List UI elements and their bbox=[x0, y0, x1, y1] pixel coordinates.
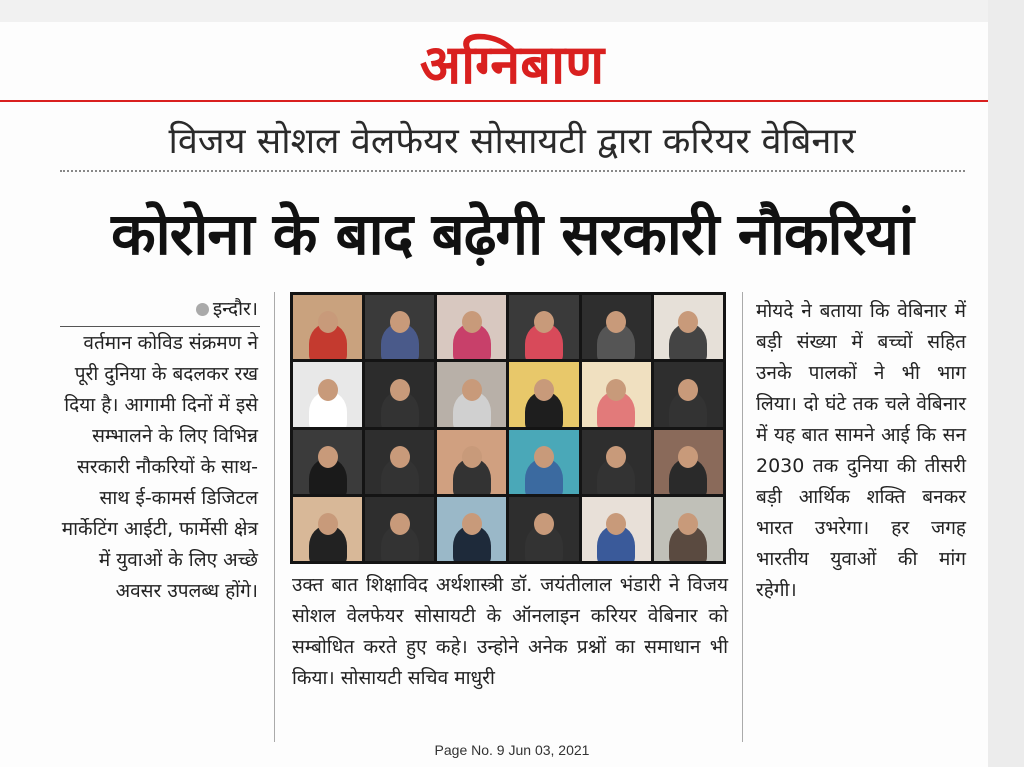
participant-head bbox=[534, 379, 554, 401]
participant-head bbox=[390, 446, 410, 468]
participant-tile bbox=[437, 362, 506, 426]
participant-head bbox=[390, 379, 410, 401]
dateline-rule bbox=[60, 326, 260, 327]
participant-tile bbox=[293, 295, 362, 359]
participant-tile bbox=[293, 497, 362, 561]
column-divider bbox=[274, 292, 275, 742]
participant-head bbox=[390, 513, 410, 535]
participant-head bbox=[678, 446, 698, 468]
participant-head bbox=[606, 513, 626, 535]
participant-tile bbox=[365, 497, 434, 561]
participant-tile bbox=[582, 430, 651, 494]
participant-head bbox=[606, 379, 626, 401]
participant-tile bbox=[437, 295, 506, 359]
participant-head bbox=[318, 379, 338, 401]
middle-column-text: उक्त बात शिक्षाविद अर्थशास्त्री डॉ. जयंतीलाल भंडारी ने विजय सोशल वेलफेयर सोसायटी के ऑनलाइन करियर वेबिनार को सम्बोधित करते हुए कहे। उन्होने अनेक प्रश्नों का समाधान भी किया। सोसायटी सचिव माधुरी bbox=[292, 574, 728, 689]
bullet-icon bbox=[196, 303, 209, 316]
participant-tile bbox=[293, 362, 362, 426]
participant-head bbox=[606, 311, 626, 333]
participant-tile bbox=[582, 295, 651, 359]
masthead-rule bbox=[0, 100, 988, 102]
column-divider bbox=[742, 292, 743, 742]
participant-head bbox=[318, 513, 338, 535]
participant-tile bbox=[582, 362, 651, 426]
participant-tile bbox=[437, 497, 506, 561]
participant-head bbox=[678, 513, 698, 535]
participant-head bbox=[462, 311, 482, 333]
dateline-city: इन्दौर। bbox=[212, 298, 258, 320]
participant-head bbox=[462, 379, 482, 401]
participant-head bbox=[678, 311, 698, 333]
participant-head bbox=[534, 446, 554, 468]
page-edge bbox=[988, 0, 1024, 767]
participant-tile bbox=[509, 497, 578, 561]
participant-tile bbox=[365, 430, 434, 494]
participant-head bbox=[534, 311, 554, 333]
participant-tile bbox=[365, 362, 434, 426]
participant-head bbox=[606, 446, 626, 468]
dateline bbox=[60, 294, 258, 324]
participant-head bbox=[318, 446, 338, 468]
middle-column bbox=[292, 570, 728, 694]
article-headline: कोरोना के बाद बढ़ेगी सरकारी नौकरियां bbox=[111, 200, 913, 268]
participant-head bbox=[534, 513, 554, 535]
participant-head bbox=[318, 311, 338, 333]
participant-head bbox=[462, 446, 482, 468]
left-column-text: वर्तमान कोविड संक्रमण ने पूरी दुनिया के बदलकर रख दिया है। आगामी दिनों में इसे सम्भालने के लिए विभिन्न सरकारी नौकरियों के साथ-साथ ई-कामर्स डिजिटल मार्केटिंग आईटी, फार्मेसी क्षेत्र में युवाओं के लिए अच्छे अवसर उपलब्ध होंगे। bbox=[61, 332, 258, 602]
left-column bbox=[60, 328, 258, 607]
participant-tile bbox=[509, 430, 578, 494]
participant-tile bbox=[509, 295, 578, 359]
right-column bbox=[756, 296, 966, 606]
participant-tile bbox=[293, 430, 362, 494]
participant-head bbox=[678, 379, 698, 401]
dotted-divider bbox=[60, 170, 965, 172]
article-kicker: विजय सोशल वेलफेयर सोसायटी द्वारा करियर वेबिनार bbox=[168, 121, 856, 162]
participant-tile bbox=[654, 497, 723, 561]
participant-tile bbox=[654, 362, 723, 426]
participant-head bbox=[462, 513, 482, 535]
participant-tile bbox=[582, 497, 651, 561]
participant-tile bbox=[654, 295, 723, 359]
masthead-logo: अग्निबाण bbox=[419, 32, 605, 96]
right-column-text: मोयदे ने बताया कि वेबिनार में बड़ी संख्या में बच्चों सहित उनके पालकों ने भी भाग लिया। दो घंटे तक चले वेबिनार में यह बात सामने आई कि सन 2030 तक दुनिया की तीसरी बड़ी आर्थिक शक्ति बनकर भारत उभरेगा। हर जगह भारतीय युवाओं की मांग रहेगी। bbox=[756, 300, 966, 601]
participant-head bbox=[390, 311, 410, 333]
participant-tile bbox=[509, 362, 578, 426]
participant-tile bbox=[437, 430, 506, 494]
participant-tile bbox=[365, 295, 434, 359]
participant-tile bbox=[654, 430, 723, 494]
webinar-photo bbox=[290, 292, 726, 564]
page-footer: Page No. 9 Jun 03, 2021 bbox=[434, 742, 590, 758]
